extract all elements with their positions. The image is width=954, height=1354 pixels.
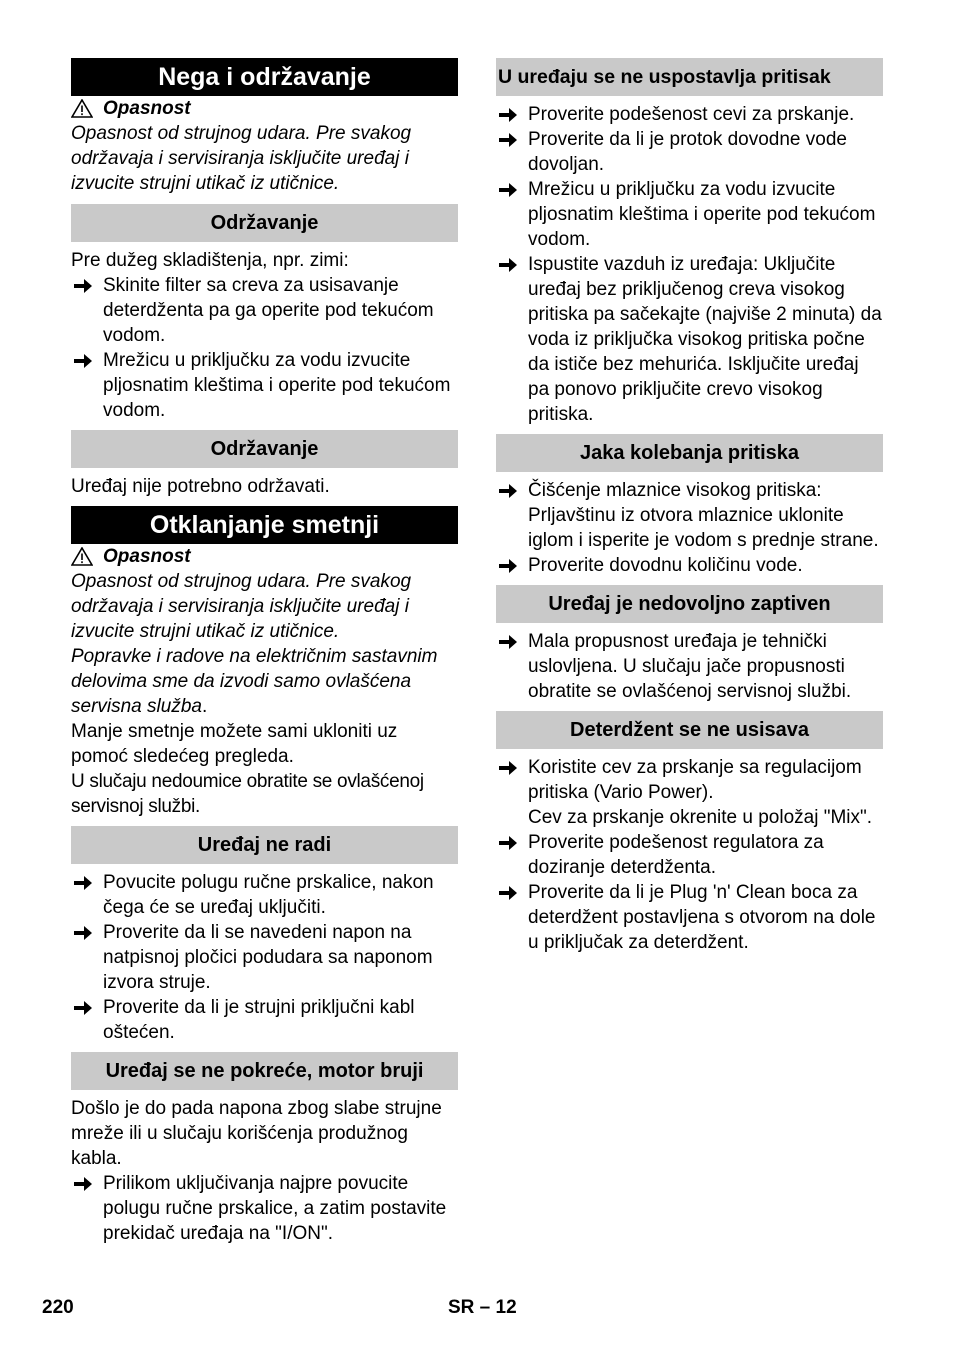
arrow-right-icon — [71, 995, 103, 1020]
list-item: Ispustite vazduh iz uređaja: Uključite uređaj bez priključenog creva visokog pritiska pa sačekajte (najviše 2 minuta) da voda iz priključka visokog pritiska počne da ističe bez mehurića. Isključite uređaj pa ponovo priključite crevo visokog pritiska. — [496, 252, 883, 427]
right-column — [496, 58, 883, 955]
danger-text-3: Popravke i radove na električnim sastavnim delovima sme da izvodi samo ovlašćena servisna služba. — [71, 646, 438, 717]
subsection-title-maintenance: Održavanje — [71, 204, 458, 242]
subsection-title-pressure-fluctuation: Jaka kolebanja pritiska — [496, 434, 883, 472]
list-item: Proverite da li je strujni priključni kabl oštećen. — [71, 995, 458, 1045]
arrow-right-icon — [496, 478, 528, 503]
subsection-title-leaking: Uređaj je nedovoljno zaptiven — [496, 585, 883, 623]
subsection-title-device-not-working: Uređaj ne radi — [71, 826, 458, 864]
maintenance-intro: Pre dužeg skladištenja, npr. zimi: — [71, 250, 349, 271]
section-title-troubleshooting: Otklanjanje smetnji — [71, 506, 458, 544]
list-item: Mrežicu u priključku za vodu izvucite pljosnatim kleštima i operite pod tekućom vodom. — [71, 348, 458, 423]
warning-triangle-icon — [71, 96, 95, 121]
section-title-care: Nega i održavanje — [71, 58, 458, 96]
list-item: Prilikom uključivanja najpre povucite polugu ručne prskalice, a zatim postavite prekidač uređaja na "I/ON". — [71, 1171, 458, 1246]
arrow-right-icon — [496, 880, 528, 905]
arrow-right-icon — [496, 830, 528, 855]
arrow-right-icon — [496, 127, 528, 152]
arrow-right-icon — [71, 870, 103, 895]
list-item: Čišćenje mlaznice visokog pritiska: Prljavštinu iz otvora mlaznice uklonite iglom i isperite je vodom s prednje strane. — [496, 478, 883, 553]
list-item: Koristite cev za prskanje sa regulacijom pritiska (Vario Power). Cev za prskanje okrenite u položaj "Mix". — [496, 755, 883, 830]
arrow-right-icon — [71, 273, 103, 298]
page-number: 220 — [42, 1297, 74, 1318]
danger-label: Opasnost — [71, 96, 458, 121]
no-maintenance-text: Uređaj nije potrebno održavati. — [71, 476, 330, 497]
left-column — [71, 58, 458, 1246]
danger-label-2: Opasnost — [71, 544, 458, 569]
list-item: Povucite polugu ručne prskalice, nakon čega će se uređaj uključiti. — [71, 870, 458, 920]
arrow-right-icon — [496, 102, 528, 127]
arrow-right-icon — [71, 348, 103, 373]
voltage-drop-text: Došlo je do pada napona zbog slabe strujne mreže ili u slučaju korišćenja produžnog kabla. — [71, 1098, 442, 1169]
overview-text: Manje smetnje možete sami ukloniti uz pomoć sledećeg pregleda. — [71, 721, 398, 767]
subsection-title-detergent: Deterdžent se ne usisava — [496, 711, 883, 749]
danger-text: Opasnost od strujnog udara. Pre svakog održavaja i servisiranja isključite uređaj i izvucite strujni utikač iz utičnice. — [71, 123, 412, 194]
list-item: Proverite da li je protok dovodne vode dovoljan. — [496, 127, 883, 177]
subsection-title-motor-hums: Uređaj se ne pokreće, motor bruji — [71, 1052, 458, 1090]
warning-triangle-icon — [71, 544, 95, 569]
list-item: Proverite podešenost cevi za prskanje. — [496, 102, 883, 127]
danger-text-2: Opasnost od strujnog udara. Pre svakog održavaja i servisiranja isključite uređaj i izvucite strujni utikač iz utičnice. — [71, 571, 412, 642]
arrow-right-icon — [496, 755, 528, 780]
list-item: Proverite dovodnu količinu vode. — [496, 553, 883, 578]
service-text: U slučaju nedoumice obratite se ovlašćenoj servisnoj službi. — [71, 771, 424, 817]
arrow-right-icon — [496, 629, 528, 654]
list-item: Skinite filter sa creva za usisavanje deterdženta pa ga operite pod tekućom vodom. — [71, 273, 458, 348]
subsection-title-maintenance-2: Održavanje — [71, 430, 458, 468]
list-item: Proverite da li je Plug 'n' Clean boca za deterdžent postavljena s otvorom na dole u priključak za deterdžent. — [496, 880, 883, 955]
list-item: Proverite podešenost regulatora za doziranje deterdženta. — [496, 830, 883, 880]
arrow-right-icon — [496, 252, 528, 277]
subsection-title-no-pressure: U uređaju se ne uspostavlja pritisak — [496, 58, 883, 96]
arrow-right-icon — [496, 177, 528, 202]
list-item: Mrežicu u priključku za vodu izvucite pljosnatim kleštima i operite pod tekućom vodom. — [496, 177, 883, 252]
arrow-right-icon — [496, 553, 528, 578]
arrow-right-icon — [71, 1171, 103, 1196]
list-item: Mala propusnost uređaja je tehnički uslovljena. U slučaju jače propusnosti obratite se ovlašćenoj servisnoj službi. — [496, 629, 883, 704]
list-item: Proverite da li se navedeni napon na natpisnoj pločici podudara sa naponom izvora struje. — [71, 920, 458, 995]
section-code: SR – 12 — [448, 1297, 517, 1318]
arrow-right-icon — [71, 920, 103, 945]
